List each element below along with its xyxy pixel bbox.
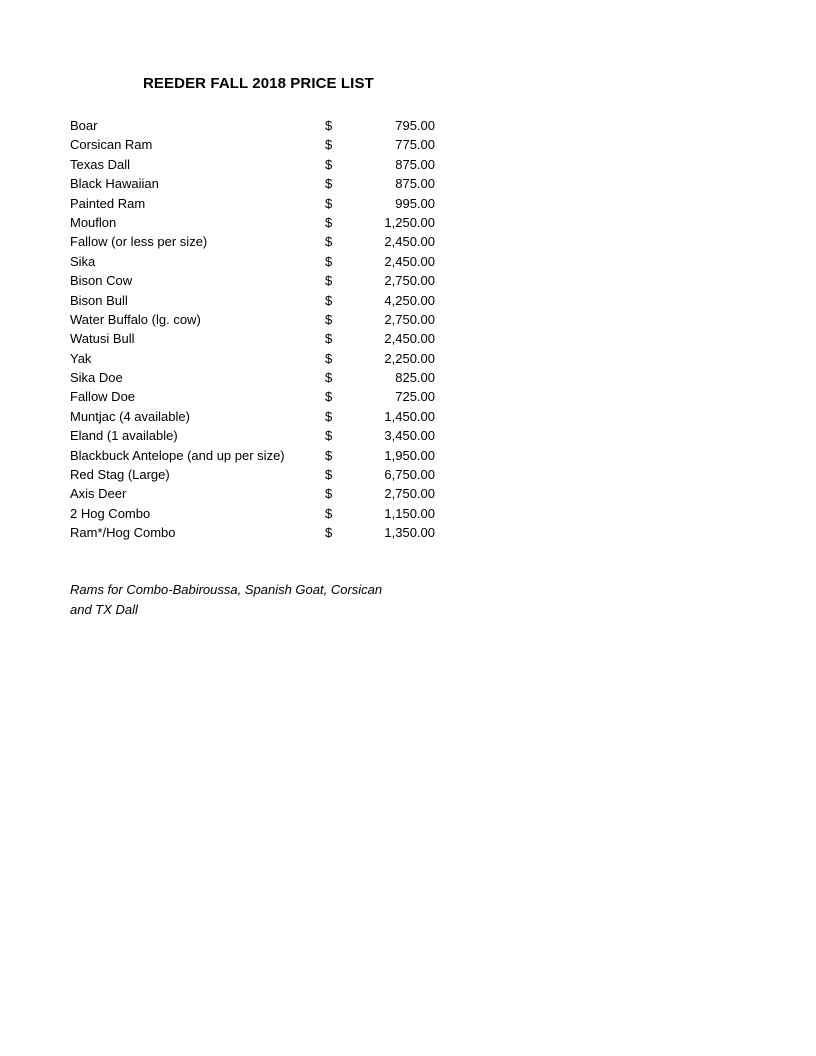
currency-symbol: $ <box>325 311 333 327</box>
item-price: 6,750.00 <box>384 467 435 483</box>
price-row <box>70 446 440 465</box>
price-row <box>70 116 440 135</box>
price-row <box>70 426 440 445</box>
currency-symbol: $ <box>325 350 333 366</box>
price-row <box>70 349 440 368</box>
price-row <box>70 310 440 329</box>
currency-symbol: $ <box>325 156 333 172</box>
price-row <box>70 465 440 484</box>
price-row <box>70 232 440 251</box>
price-row <box>70 252 440 271</box>
item-name: Axis Deer <box>70 486 127 502</box>
item-name: Eland (1 available) <box>70 428 178 444</box>
currency-symbol: $ <box>325 273 333 289</box>
item-name: Bison Cow <box>70 273 133 289</box>
item-price: 2,750.00 <box>384 273 435 289</box>
price-row <box>70 213 440 232</box>
currency-symbol: $ <box>325 408 333 424</box>
item-price: 725.00 <box>395 389 435 405</box>
item-price: 2,250.00 <box>384 350 435 366</box>
item-name: Mouflon <box>70 214 117 230</box>
item-price: 4,250.00 <box>384 292 435 308</box>
item-price: 825.00 <box>395 370 435 386</box>
price-row <box>70 368 440 387</box>
item-name: Black Hawaiian <box>70 176 159 192</box>
currency-symbol: $ <box>325 447 333 463</box>
price-row <box>70 329 440 348</box>
currency-symbol: $ <box>325 331 333 347</box>
currency-symbol: $ <box>325 370 333 386</box>
currency-symbol: $ <box>325 253 333 269</box>
price-row <box>70 271 440 290</box>
price-list <box>70 116 440 543</box>
price-row <box>70 523 440 542</box>
item-name: Texas Dall <box>70 156 130 172</box>
currency-symbol: $ <box>325 292 333 308</box>
price-row <box>70 291 440 310</box>
currency-symbol: $ <box>325 467 333 483</box>
price-row <box>70 194 440 213</box>
item-name: Muntjac (4 available) <box>70 408 190 424</box>
item-price: 1,350.00 <box>384 525 435 541</box>
price-row <box>70 407 440 426</box>
price-row <box>70 155 440 174</box>
price-row <box>70 484 440 503</box>
item-price: 1,450.00 <box>384 408 435 424</box>
item-name: Sika <box>70 253 96 269</box>
item-name: Bison Bull <box>70 292 128 308</box>
item-price: 1,150.00 <box>384 505 435 521</box>
currency-symbol: $ <box>325 525 333 541</box>
item-price: 3,450.00 <box>384 428 435 444</box>
item-price: 875.00 <box>395 156 435 172</box>
item-price: 2,450.00 <box>384 331 435 347</box>
item-name: Corsican Ram <box>70 137 153 153</box>
item-price: 2,450.00 <box>384 253 435 269</box>
item-name: Water Buffalo (lg. cow) <box>70 311 201 327</box>
currency-symbol: $ <box>325 118 333 133</box>
item-name: Watusi Bull <box>70 331 135 347</box>
page-title: REEDER FALL 2018 PRICE LIST <box>143 75 374 92</box>
item-price: 2,750.00 <box>384 311 435 327</box>
item-name: Fallow Doe <box>70 389 136 405</box>
item-price: 875.00 <box>395 176 435 192</box>
item-name: Fallow (or less per size) <box>70 234 208 250</box>
currency-symbol: $ <box>325 137 333 153</box>
item-name: Sika Doe <box>70 370 123 386</box>
price-row <box>70 504 440 523</box>
item-price: 1,250.00 <box>384 214 435 230</box>
currency-symbol: $ <box>325 195 333 211</box>
price-row <box>70 174 440 193</box>
currency-symbol: $ <box>325 486 333 502</box>
item-name: Red Stag (Large) <box>70 467 170 483</box>
currency-symbol: $ <box>325 176 333 192</box>
price-row <box>70 387 440 406</box>
footnote: Rams for Combo-Babiroussa, Spanish Goat, Corsican and TX Dall <box>70 582 383 617</box>
item-name: Blackbuck Antelope (and up per size) <box>70 447 285 463</box>
item-price: 2,750.00 <box>384 486 435 502</box>
price-row <box>70 135 440 154</box>
item-name: 2 Hog Combo <box>70 505 151 521</box>
currency-symbol: $ <box>325 428 333 444</box>
item-price: 995.00 <box>395 195 435 211</box>
item-price: 775.00 <box>395 137 435 153</box>
currency-symbol: $ <box>325 505 333 521</box>
item-price: 2,450.00 <box>384 234 435 250</box>
item-name: Boar <box>70 118 98 133</box>
item-name: Ram*/Hog Combo <box>70 525 176 541</box>
currency-symbol: $ <box>325 214 333 230</box>
item-price: 795.00 <box>395 118 435 133</box>
item-name: Yak <box>70 350 92 366</box>
currency-symbol: $ <box>325 389 333 405</box>
item-name: Painted Ram <box>70 195 146 211</box>
currency-symbol: $ <box>325 234 333 250</box>
item-price: 1,950.00 <box>384 447 435 463</box>
